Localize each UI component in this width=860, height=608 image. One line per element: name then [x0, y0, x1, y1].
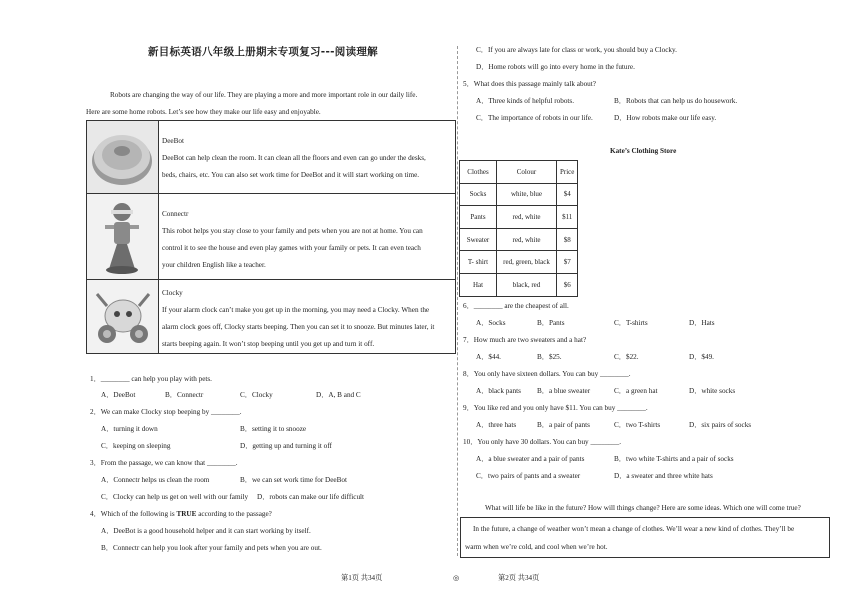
answer-option: A．$44. — [476, 353, 501, 361]
table-cell: red, white — [497, 206, 557, 229]
answer-option: D．six pairs of socks — [689, 421, 752, 429]
table-row — [460, 273, 578, 296]
answer-option: D．a sweater and three white hats — [614, 472, 713, 480]
table-cell: $11 — [557, 206, 578, 229]
table-cell: red, white — [497, 228, 557, 251]
column-header: Clothes — [460, 161, 497, 184]
robot-row-connectr — [87, 194, 455, 280]
table-cell: black, red — [497, 273, 557, 296]
robot-desc-line: control it to see the house and even play games with your family or pets. It can even teach — [162, 244, 421, 252]
table-header-row — [460, 161, 578, 184]
answer-option: B．two white T-shirts and a pair of socks — [614, 455, 734, 463]
robot-vacuum-icon — [87, 121, 159, 193]
question-stem: 1．________ can help you play with pets. — [90, 375, 212, 383]
robot-desc-line: DeeBot can help clean the room. It can clean all the floors and even can go under the desks, — [162, 154, 426, 162]
answer-option: D．Home robots will go into every home in the future. — [476, 63, 635, 71]
table-row — [460, 183, 578, 206]
question-stem: 8．You only have sixteen dollars. You can buy ________. — [463, 370, 631, 378]
passage-box — [460, 517, 830, 558]
table-cell: $8 — [557, 228, 578, 251]
answer-option: B．Connectr can help you look after your family and pets when you are out. — [101, 544, 322, 552]
answer-option: C．two pairs of pants and a sweater — [476, 472, 581, 480]
answer-option: A．DeeBot — [101, 391, 136, 399]
answer-option: B．a pair of pants — [537, 421, 590, 429]
question-stem: 7．How much are two sweaters and a hat? — [463, 336, 587, 344]
answer-option: C．a green hat — [614, 387, 658, 395]
page-footer: 第2页 共34页 — [498, 574, 540, 582]
answer-option: A．Three kinds of helpful robots. — [476, 97, 575, 105]
answer-option: A．Connectr helps us clean the room — [101, 476, 210, 484]
robot-desc-line: If your alarm clock can’t make you get up in the morning, you may need a Clocky. When the — [162, 306, 430, 314]
intro-line-2: Here are some home robots. Let’s see how they make our life easy and enjoyable. — [86, 108, 321, 116]
table-cell: $7 — [557, 251, 578, 274]
answer-option: C．two T-shirts — [614, 421, 661, 429]
answer-option: B．$25. — [537, 353, 562, 361]
answer-option: D．robots can make our life difficult — [257, 493, 365, 501]
passage-line: warm when we’re cold, and cool when we’re hot. — [465, 543, 608, 551]
table-row — [460, 228, 578, 251]
answer-option: D．getting up and turning it off — [240, 442, 332, 450]
answer-option: B．we can set work time for DeeBot — [240, 476, 347, 484]
answer-option: B．Robots that can help us do housework. — [614, 97, 738, 105]
page-title: 新目标英语八年级上册期末专项复习---阅读理解 — [148, 46, 378, 58]
answer-option: C．T-shirts — [614, 319, 648, 327]
question-stem-text: according to the passage? — [196, 510, 272, 518]
answer-option: B．a blue sweater — [537, 387, 591, 395]
answer-option: C．$22. — [614, 353, 639, 361]
answer-option: C．The importance of robots in our life. — [476, 114, 593, 122]
answer-option: A．black pants — [476, 387, 521, 395]
page-divider — [457, 46, 458, 556]
answer-option: B．Connectr — [165, 391, 204, 399]
robot-name: Connectr — [162, 210, 189, 218]
robot-desc-line: alarm clock goes off, Clocky starts beeping. Then you can set it to snooze. But minutes later, it — [162, 323, 435, 331]
answer-option: D．white socks — [689, 387, 736, 395]
table-cell: Hat — [460, 273, 497, 296]
answer-option: A．three hats — [476, 421, 517, 429]
robot-name: DeeBot — [162, 137, 184, 145]
table-cell: Sweater — [460, 228, 497, 251]
robot-desc-line: This robot helps you stay close to your family and pets when you are not at home. You can — [162, 227, 423, 235]
answer-option: C．If you are always late for class or work, you should buy a Clocky. — [476, 46, 677, 54]
column-header: Price — [557, 161, 578, 184]
question-stem: 2．We can make Clocky stop beeping by ________. — [90, 408, 242, 416]
robot-name: Clocky — [162, 289, 183, 297]
answer-option: D．Hats — [689, 319, 715, 327]
question-stem: 9．You like red and you only have $11. You can buy ________. — [463, 404, 648, 412]
answer-option: D．$49. — [689, 353, 714, 361]
alarm-clock-robot-icon — [87, 280, 159, 353]
question-stem: 3．From the passage, we can know that ________. — [90, 459, 238, 467]
table-cell: Socks — [460, 183, 497, 206]
robot-row-clocky — [87, 280, 455, 353]
humanoid-robot-icon — [87, 194, 159, 279]
passage-intro: What will life be like in the future? How will things change? Here are some ideas. Which one will come true? — [485, 504, 801, 512]
robot-row-deebot — [87, 121, 455, 194]
page-footer: 第1页 共34页 — [341, 574, 383, 582]
answer-option: D．A, B and C — [316, 391, 361, 399]
table-cell: $6 — [557, 273, 578, 296]
answer-option: A．DeeBot is a good household helper and it can start working by itself. — [101, 527, 311, 535]
answer-option: C．Clocky — [240, 391, 273, 399]
question-stem: 6．________ are the cheapest of all. — [463, 302, 569, 310]
question-stem: 5．What does this passage mainly talk about? — [463, 80, 596, 88]
answer-option: A．Socks — [476, 319, 506, 327]
answer-option: C．Clocky can help us get on well with our family — [101, 493, 249, 501]
store-title: Kate’s Clothing Store — [610, 147, 677, 155]
question-stem-text: 4．Which of the following is — [90, 510, 177, 518]
robot-desc-line: starts beeping again. It won’t stop beeping until you get up and turn it off. — [162, 340, 375, 348]
table-cell: Pants — [460, 206, 497, 229]
table-row — [460, 251, 578, 274]
robot-table — [86, 120, 456, 354]
robot-desc-line: your children English like a teacher. — [162, 261, 266, 269]
passage-line: In the future, a change of weather won’t mean a change of clothes. We’ll wear a new kind of clothes. They’ll be — [473, 525, 795, 533]
question-stem: 10．You only have 30 dollars. You can buy ________. — [463, 438, 621, 446]
answer-option: A．a blue sweater and a pair of pants — [476, 455, 585, 463]
column-header: Colour — [497, 161, 557, 184]
table-cell: white, blue — [497, 183, 557, 206]
answer-option: C．keeping on sleeping — [101, 442, 171, 450]
table-cell: $4 — [557, 183, 578, 206]
table-row — [460, 206, 578, 229]
table-cell: T- shirt — [460, 251, 497, 274]
answer-option: B．Pants — [537, 319, 565, 327]
table-cell: red, green, black — [497, 251, 557, 274]
emphasis-true: TRUE — [176, 510, 197, 518]
answer-option: D．How robots make our life easy. — [614, 114, 717, 122]
center-mark: ◎ — [453, 574, 460, 582]
answer-option: A．turning it down — [101, 425, 158, 433]
robot-desc-line: beds, chairs, etc. You can also set work time for DeeBot and it will start working on time. — [162, 171, 420, 179]
intro-line-1: Robots are changing the way of our life. They are playing a more and more important role in our daily life. — [110, 91, 418, 99]
clothing-price-table — [459, 160, 578, 297]
answer-option: B．setting it to snooze — [240, 425, 307, 433]
question-stem — [90, 509, 272, 519]
